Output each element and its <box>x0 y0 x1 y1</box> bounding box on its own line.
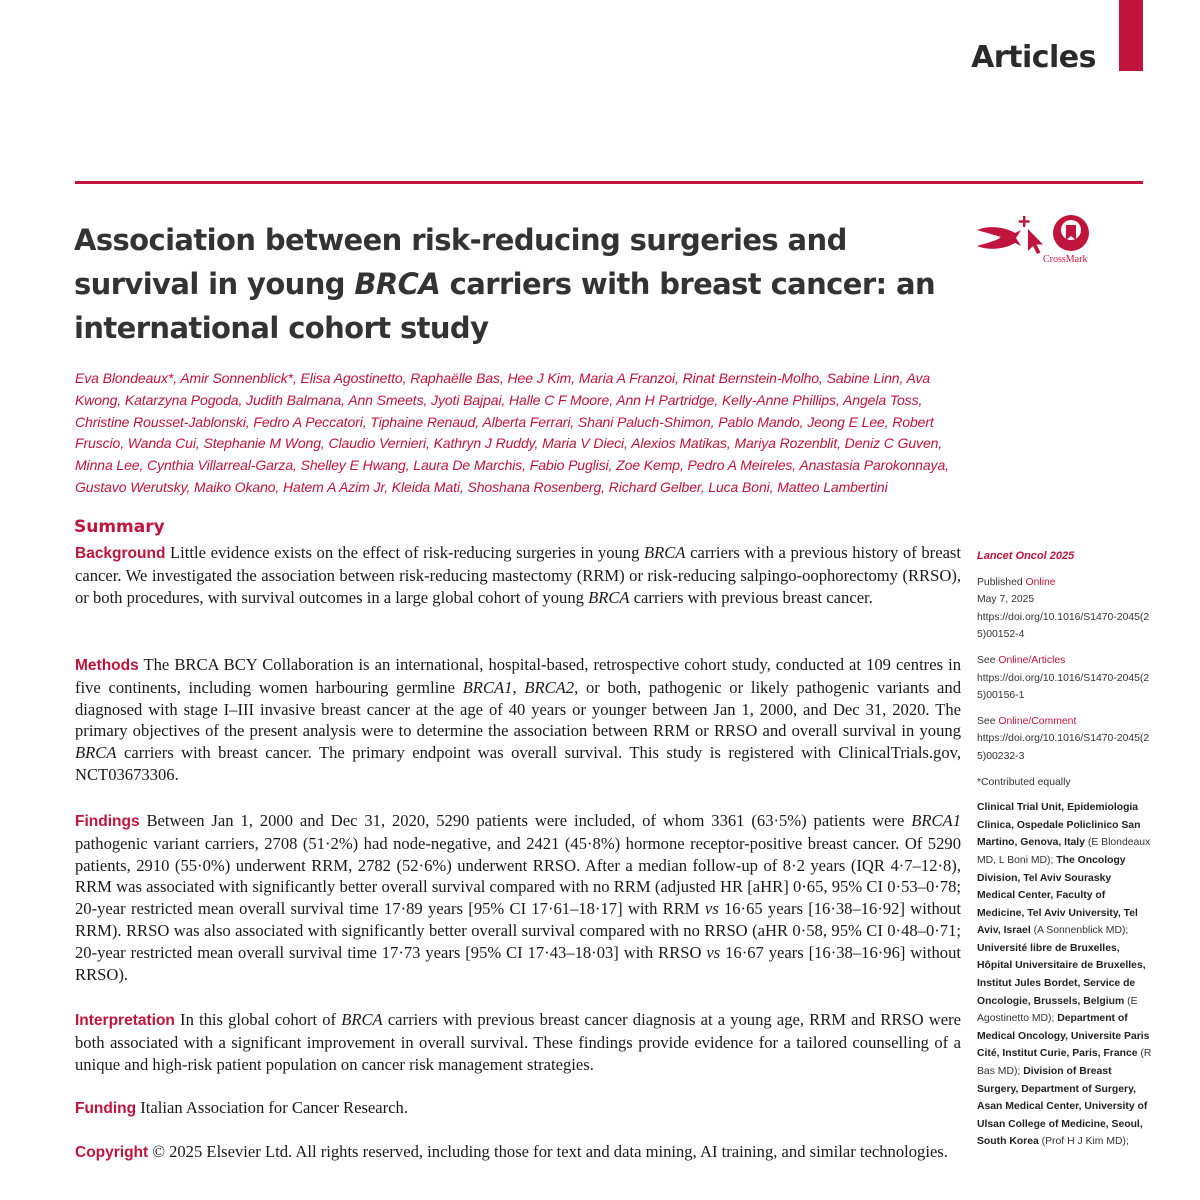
copyright-label: Copyright <box>75 1144 149 1161</box>
crossmark-icon[interactable] <box>1053 215 1089 251</box>
author-list: Eva Blondeaux*, Amir Sonnenblick*, Elisa Agostinetto, Raphaëlle Bas, Hee J Kim, Maria A Franzoi, Rinat Bernstein-Molho, Sabine Linn, Ava Kwong, Katarzyna Pogoda, Judith Balmana, Ann Smeets, Jyoti Bajpai, Halle C F Moore, Ann H Partridge, Kelly-Anne Phillips, Angela Toss, Christine Rousset-Jablonski, Fedro A Peccatori, Tiphaine Renaud, Alberta Ferrari, Shani Paluch-Shimon, Pablo Mando, Jeong E Lee, Robert Fruscio, Wanda Cui, Stephanie M Wong, Claudio Vernieri, Kathryn J Ruddy, Maria V Dieci, Alexios Matikas, Mariya Rozenblit, Deniz C Guven, Minna Lee, Cynthia Villarreal-Garza, Shelley E Hwang, Laura De Marchis, Fabio Puglisi, Zoe Kemp, Pedro A Meireles, Anastasia Parokonnaya, Gustavo Werutsky, Maiko Okano, Hatem A Azim Jr, Kleida Mati, Shoshana Rosenberg, Richard Gelber, Luca Boni, Matteo Lambertini <box>75 370 949 495</box>
article-title <box>74 218 954 350</box>
contributed-note: *Contributed equally <box>977 776 1071 788</box>
findings-italic: BRCA1 <box>911 811 961 830</box>
affiliation-2-names: (A Sonnenblick MD); <box>1030 925 1129 937</box>
title-part-1: Association between risk-reducing surgeries and survival in young <box>74 223 847 301</box>
methods-italic: BRCA2 <box>524 677 575 697</box>
copyright-paragraph <box>75 1141 961 1164</box>
section-label: Articles <box>971 40 1096 75</box>
journal-citation: Lancet Oncol 2025 <box>977 550 1075 562</box>
cursor-click-icon[interactable] <box>1019 216 1043 254</box>
published-date: May 7, 2025 <box>977 594 1035 606</box>
see-comment-block <box>977 713 1152 766</box>
title-part-brca: BRCA <box>354 267 441 301</box>
published-doi[interactable]: https://doi.org/10.1016/S1470-2045(25)00152-4 <box>977 611 1150 641</box>
affiliation-4-names: (R Bas MD); <box>977 1048 1152 1078</box>
published-block <box>977 574 1152 644</box>
background-text: carriers with previous breast cancer. <box>629 587 873 607</box>
methods-text: , or both, pathogenic or likely pathogenic variants and diagnosed with stage I–III invasive breast cancer at the age of 40 years or younger between Jan 1, 2000, and Dec 31, 2020. The primary objectives of the present analysis were to determine the association between RRM or RRSO and overall survival in young <box>75 677 962 741</box>
articles-doi[interactable]: https://doi.org/10.1016/S1470-2045(25)00156-1 <box>977 672 1150 702</box>
lancet-swallow-icon[interactable] <box>977 227 1021 249</box>
see-prefix: See <box>977 654 999 666</box>
findings-italic: vs <box>704 899 719 919</box>
findings-text: pathogenic variant carriers, 2708 (51·2%) had node-negative, and 2421 (45·8%) hormone receptor-positive breast cancer. Of 5290 patients, 2910 (55·0%) underwent RRM, 2782 (52·6%) underwent RRSO. After a median follow-up of 8·2 years (IQR 4·7–12·8), RRM was associated with significantly better overall survival compared with no RRM (adjusted HR [aHR] 0·65, 95% CI 0·53–0·78; 20-year restricted mean overall survival time 17·89 years [95% CI 17·61–18·17] with RRM <box>75 833 961 919</box>
published-prefix: Published <box>977 576 1026 588</box>
funding-label: Funding <box>75 1100 137 1117</box>
findings-label: Findings <box>75 813 140 830</box>
interpretation-text: In this global cohort of <box>174 1010 342 1029</box>
findings-text: 16·65 years [16·38–16·92] without RRM). RRSO was also associated with significantly better overall survival compared with no RRSO (aHR 0·58, 95% CI 0·48–0·71; 20-year restricted mean overall survival time 17·73 years [95% CI 17·43–18·03] with RRSO <box>75 899 961 962</box>
see-articles-block <box>977 652 1152 705</box>
interpretation-paragraph <box>75 1009 961 1075</box>
affiliation-1: Clinical Trial Unit, Epidemiologia Clinica, Ospedale Policlinico San Martino, Genova, Italy <box>977 802 1141 849</box>
methods-paragraph <box>75 654 961 786</box>
summary-heading: Summary <box>74 517 165 537</box>
online-articles-link[interactable]: Online/Articles <box>998 654 1066 666</box>
interpretation-text: carriers with previous breast cancer diagnosis at a young age, RRM and RRSO were both associated with a significant improvement in overall survival. These findings provide evidence for a tailored counselling of a unique and high-risk patient population on cancer risk management strategies. <box>75 1010 961 1074</box>
findings-italic: vs <box>706 942 721 962</box>
comment-doi[interactable]: https://doi.org/10.1016/S1470-2045(25)00232-3 <box>977 733 1150 762</box>
background-italic: BRCA <box>644 543 686 562</box>
title-rule <box>75 181 1143 184</box>
interpretation-italic: BRCA <box>341 1010 383 1029</box>
affiliation-1-names: (E Blondeaux MD, L Boni MD); <box>977 837 1151 866</box>
background-label: Background <box>75 545 166 562</box>
methods-text: The BRCA BCY Collaboration is an international, hospital-based, retrospective cohort study, conducted at 109 centres in five continents, including women harbouring germline <box>75 655 961 697</box>
citation-block <box>977 548 1152 566</box>
sidebar <box>977 548 1152 1159</box>
interpretation-label: Interpretation <box>75 1012 175 1029</box>
methods-italic: BRCA1 <box>462 677 513 697</box>
methods-text: , <box>512 677 525 697</box>
findings-paragraph <box>75 810 961 985</box>
findings-text: Between Jan 1, 2000 and Dec 31, 2020, 5290 patients were included, of whom 3361 (63·5%) patients were <box>139 811 912 830</box>
affiliation-5-names: (Prof H J Kim MD); <box>1038 1136 1129 1148</box>
affiliation-4: Department of Medical Oncology, Universite Paris Cité, Institut Curie, Paris, France <box>977 1013 1150 1060</box>
affiliation-3-names: (E Agostinetto MD); <box>977 995 1138 1025</box>
crossmark-label[interactable]: CrossMark <box>1043 254 1088 265</box>
see-prefix: See <box>977 715 999 727</box>
affiliation-3: Université libre de Bruxelles, Hôpital Universitaire de Bruxelles, Institut Jules Bordet, Service de Oncologie, Brussels, Belgium <box>977 942 1146 1007</box>
funding-text: Italian Association for Cancer Research. <box>136 1098 408 1117</box>
affiliations <box>977 799 1152 1151</box>
copyright-text: © 2025 Elsevier Ltd. All rights reserved, including those for text and data mining, AI training, and similar technologies. <box>148 1142 948 1161</box>
methods-text: carriers with breast cancer. The primary endpoint was overall survival. This study is registered with ClinicalTrials.gov, NCT03673306. <box>75 743 961 784</box>
published-online-link[interactable]: Online <box>1025 576 1056 588</box>
findings-text: 16·67 years [16·38–16·96] without RRSO). <box>75 942 961 984</box>
background-text: carriers with a previous history of breast cancer. We investigated the association between risk-reducing mastectomy (RRM) or risk-reducing salpingo-oophorectomy (RRSO), or both procedures, with survival outcomes in a large global cohort of young <box>75 543 961 607</box>
methods-italic: BRCA <box>75 743 117 763</box>
affiliation-5: Division of Breast Surgery, Department of Surgery, Asan Medical Center, University of Ulsan College of Medicine, Seoul, South Korea <box>977 1066 1148 1148</box>
background-paragraph <box>75 542 961 608</box>
affiliation-2: The Oncology Division, Tel Aviv Sourasky Medical Center, Faculty of Medicine, Tel Aviv University, Tel Aviv, Israel <box>977 854 1138 937</box>
header-accent-bar <box>1119 0 1143 71</box>
online-comment-link[interactable]: Online/Comment <box>998 715 1077 727</box>
title-part-2: carriers with breast cancer: an international cohort study <box>74 267 936 345</box>
background-italic: BRCA <box>588 587 630 607</box>
methods-label: Methods <box>75 657 139 674</box>
funding-paragraph <box>75 1097 961 1120</box>
background-text: Little evidence exists on the effect of risk-reducing surgeries in young <box>165 543 644 562</box>
